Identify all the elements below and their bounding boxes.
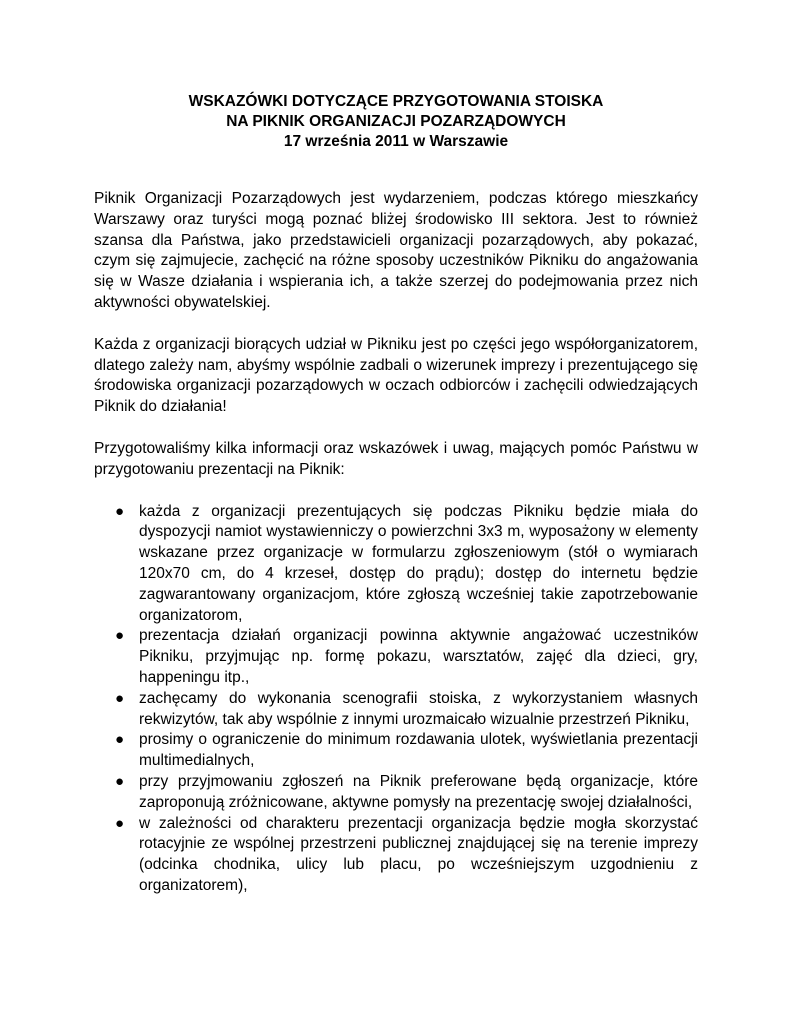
list-item [94,814,698,897]
title-date-line: 17 września 2011 w Warszawie [283,133,509,150]
list-item [94,502,698,627]
bullet-icon: ● [115,502,125,520]
bullet-icon: ● [115,814,125,832]
list-item-text: prezentacja działań organizacji powinna aktywnie angażować uczestników Pikniku, przyjmując np. formę pokazu, warsztatów, zajęć dla dzieci, gry, happeningu itp., [139,627,698,686]
intro-paragraph: Piknik Organizacji Pozarządowych jest wydarzeniem, podczas którego mieszkańcy Warszawy oraz turyści mogą poznać bliżej środowisko III sektora. Jest to również szansa dla Państwa, jako przedstawicieli organizacji pozarządowych, aby pokazać, czym się zajmujecie, zachęcić na różne sposoby uczestników Pikniku do angażowania się w Wasze działania i wspierania ich, a także szerzej do podejmowania przez nich aktywności obywatelskiej. [94,190,698,311]
document-page [94,92,698,897]
title-line-1: WSKAZÓWKI DOTYCZĄCE PRZYGOTOWANIA STOISKA [188,93,604,110]
list-item [94,730,698,772]
list-item [94,689,698,731]
bullet-icon: ● [115,627,125,645]
bullet-icon: ● [115,689,125,707]
bullet-icon: ● [115,731,125,749]
document-title [94,92,698,152]
list-item [94,772,698,814]
list-item [94,626,698,688]
list-item-text: zachęcamy do wykonania scenografii stoiska, z wykorzystaniem własnych rekwizytów, tak aby wspólnie z innymi urozmaicało wizualnie przestrzeń Pikniku, [139,689,698,728]
title-line-2: NA PIKNIK ORGANIZACJI POZARZĄDOWYCH [226,113,566,130]
list-item-text: każda z organizacji prezentujących się podczas Pikniku będzie miała do dyspozycji namiot wystawienniczy o powierzchni 3x3 m, wyposażony w elementy wskazane przez organizacje w formularzu zgłoszeniowym (stół o wymiarach 120x70 cm, do 4 krzeseł, dostęp do prądu); dostęp do internetu będzie zagwarantowany organizacjom, które zgłoszą wcześniej takie zapotrzebowanie organizatorom, [139,502,698,624]
list-item-text: przy przyjmowaniu zgłoszeń na Piknik preferowane będą organizacje, które zaproponują zróżnicowane, aktywne pomysły na prezentację swojej działalności, [139,772,698,811]
guidelines-intro-paragraph: Przygotowaliśmy kilka informacji oraz wskazówek i uwag, mających pomóc Państwu w przygotowaniu prezentacji na Piknik: [94,439,698,478]
bullet-icon: ● [115,772,125,790]
guidelines-list [94,502,698,897]
list-item-text: w zależności od charakteru prezentacji organizacja będzie mogła skorzystać rotacyjnie ze wspólnej przestrzeni publicznej znajdującej się na terenie imprezy (odcinka chodnika, ulicy lub placu, po wcześniejszym uzgodnieniu z organizatorem), [139,814,698,894]
list-item-text: prosimy o ograniczenie do minimum rozdawania ulotek, wyświetlania prezentacji multimedialnych, [139,731,698,770]
co-organizer-paragraph: Każda z organizacji biorących udział w Pikniku jest po części jego współorganizatorem, dlatego zależy nam, abyśmy wspólnie zadbali o wizerunek imprezy i prezentującego się środowiska organizacji pozarządowych w oczach odbiorców i zachęcili odwiedzających Piknik do działania! [94,335,698,416]
